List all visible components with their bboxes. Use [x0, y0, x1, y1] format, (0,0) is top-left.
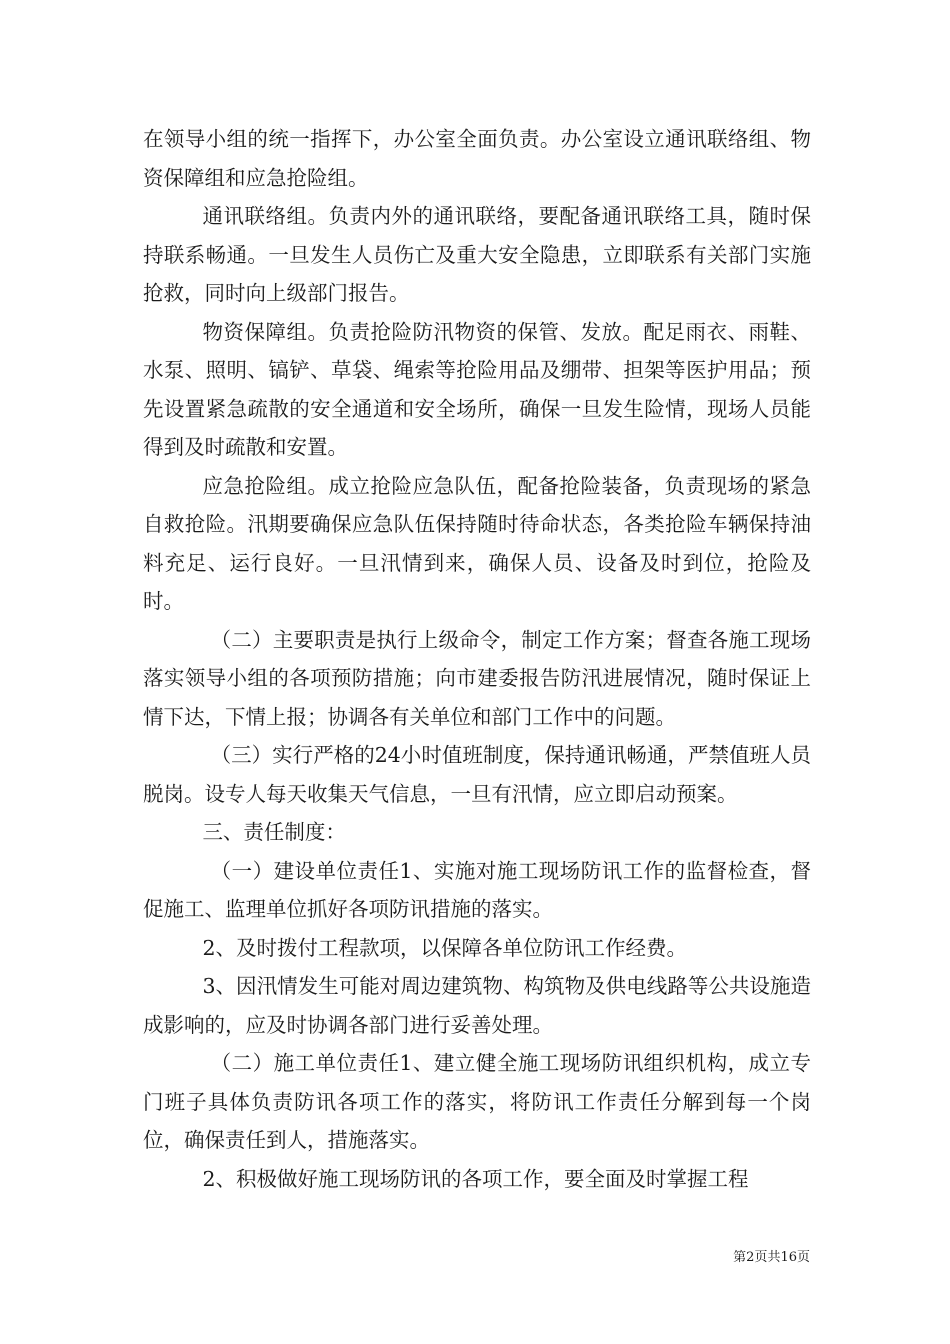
paragraph-contractor-responsibility: （二）施工单位责任1、建立健全施工现场防讯组织机构，成立专门班子具体负责防讯各项工作的落实，将防讯工作责任分解到每一个岗位，确保责任到人，措施落实。 — [143, 1051, 811, 1152]
heading-responsibility-system: 三、责任制度： — [202, 820, 346, 844]
document-body — [143, 120, 811, 1198]
paragraph-builder-item-2: 2、及时拨付工程款项，以保障各单位防讯工作经费。 — [202, 935, 687, 960]
paragraph-emergency-group: 应急抢险组。成立抢险应急队伍，配备抢险装备，负责现场的紧急自救抢险。汛期要确保应急队伍保持随时待命状态，各类抢险车辆保持油料充足、运行良好。一旦汛情到来，确保人员、设备及时到位，抢险及时。 — [143, 473, 811, 613]
paragraph-contractor-item-2: 2、积极做好施工现场防讯的各项工作，要全面及时掌握工程 — [202, 1166, 749, 1191]
paragraph-main-duties: （二）主要职责是执行上级命令，制定工作方案；督查各施工现场落实领导小组的各项预防措施；向市建委报告防汛进展情况，随时保证上情下达，下情上报；协调各有关单位和部门工作中的问题。 — [143, 627, 811, 729]
paragraph-office-responsibility: 在领导小组的统一指挥下，办公室全面负责。办公室设立通讯联络组、物资保障组和应急抢险组。 — [143, 127, 811, 190]
paragraph-builder-responsibility: （一）建设单位责任1、实施对施工现场防讯工作的监督检查，督促施工、监理单位抓好各项防讯措施的落实。 — [143, 858, 811, 921]
paragraph-builder-item-3: 3、因汛情发生可能对周边建筑物、构筑物及供电线路等公共设施造成影响的，应及时协调各部门进行妥善处理。 — [143, 974, 811, 1037]
paragraph-supplies-group: 物资保障组。负责抢险防汛物资的保管、发放。配足雨衣、雨鞋、水泵、照明、镐铲、草袋、绳索等抢险用品及绷带、担架等医护用品；预先设置紧急疏散的安全通道和安全场所，确保一旦发生险情，现场人员能得到及时疏散和安置。 — [143, 319, 811, 459]
page-number-footer: 第2页共16页 — [733, 1250, 810, 1265]
paragraph-communication-group: 通讯联络组。负责内外的通讯联络，要配备通讯联络工具，随时保持联系畅通。一旦发生人员伤亡及重大安全隐患，立即联系有关部门实施抢救，同时向上级部门报告。 — [143, 204, 811, 305]
paragraph-duty-system: （三）实行严格的24小时值班制度，保持通讯畅通，严禁值班人员脱岗。设专人每天收集天气信息，一旦有汛情，应立即启动预案。 — [143, 743, 811, 806]
